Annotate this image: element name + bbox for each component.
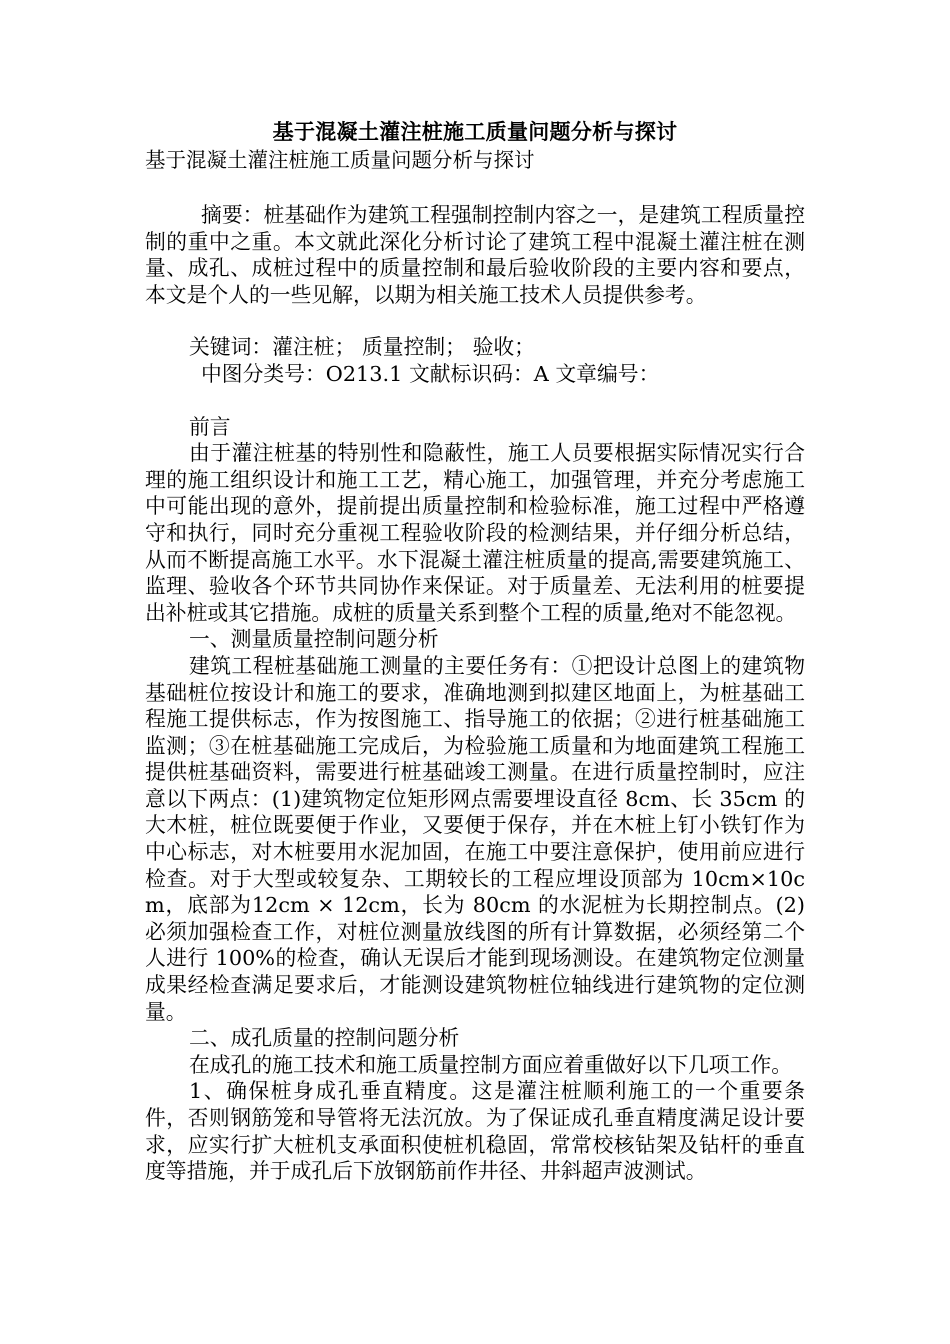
section-2-item-1: 1、确保桩身成孔垂直精度。这是灌注桩顺利施工的一个重要条件，否则钢筋笼和导管将无法沉放。为了保证成孔垂直精度满足设计要求，应实行扩大桩机支承面积使桩机稳固，常常校核钻架及钻杆的垂直度等措施，并于成孔后下放钢筋前作井径、井斜超声波测试。 <box>145 1079 805 1184</box>
abstract-paragraph: 摘要：桩基础作为建筑工程强制控制内容之一，是建筑工程质量控制的重中之重。本文就此深化分析讨论了建筑工程中混凝土灌注桩在测量、成孔、成桩过程中的质量控制和最后验收阶段的主要内容和要点，本文是个人的一些见解，以期为相关施工技术人员提供参考。 <box>145 203 805 307</box>
document-page <box>145 118 805 1185</box>
document-subtitle: 基于混凝土灌注桩施工质量问题分析与探讨 <box>145 148 535 172</box>
document-title: 基于混凝土灌注桩施工质量问题分析与探讨 <box>272 119 678 144</box>
section-1-heading: 一、测量质量控制问题分析 <box>189 627 439 652</box>
preface-heading: 前言 <box>189 414 231 439</box>
keywords-line: 关键词：灌注桩； 质量控制； 验收； <box>189 335 535 360</box>
preface-paragraph: 由于灌注桩基的特别性和隐蔽性，施工人员要根据实际情况实行合理的施工组织设计和施工工艺，精心施工，加强管理，并充分考虑施工中可能出现的意外，提前提出质量控制和检验标准，施工过程中严格遵守和执行，同时充分重视工程验收阶段的检测结果，并仔细分析总结，从而不断提高施工水平。水下混凝土灌注桩质量的提高,需要建筑施工、监理、验收各个环节共同协作来保证。对于质量差、无法利用的桩要提出补桩或其它措施。成桩的质量关系到整个工程的质量,绝对不能忽视。 <box>145 441 805 625</box>
section-1-paragraph: 建筑工程桩基础施工测量的主要任务有：①把设计总图上的建筑物基础桩位按设计和施工的要求，准确地测到拟建区地面上，为桩基础工程施工提供标志，作为按图施工、指导施工的依据；②进行桩基础施工监测；③在桩基础施工完成后，为检验施工质量和为地面建筑工程施工提供桩基础资料，需要进行桩基础竣工测量。在进行质量控制时，应注意以下两点：(1)建筑物定位矩形网点需要埋设直径 8cm、长 35cm 的大木桩，桩位既要便于作业，又要便于保存，并在木桩上钉小铁钉作为中心标志，对木桩要用水泥加固，在施工中要注意保护，使用前应进行检查。对于大型或较复杂、工期较长的工程应埋设顶部为 10cm×10cm，底部为12cm × 12cm，长为 80cm 的水泥桩为长期控制点。(2)必须加强检查工作，对桩位测量放线图的所有计算数据，必须经第二个人进行 100%的检查，确认无误后才能到现场测设。在建筑物定位测量成果经检查满足要求后，才能测设建筑物桩位轴线进行建筑物的定位测量。 <box>145 653 805 1024</box>
classification-line: 中图分类号：O213.1 文献标识码：A 文章编号： <box>201 361 660 386</box>
spacer <box>145 308 805 334</box>
section-2-intro: 在成孔的施工技术和施工质量控制方面应着重做好以下几项工作。 <box>189 1052 793 1077</box>
spacer <box>145 174 805 202</box>
section-2-heading: 二、成孔质量的控制问题分析 <box>189 1026 460 1051</box>
spacer <box>145 388 805 414</box>
